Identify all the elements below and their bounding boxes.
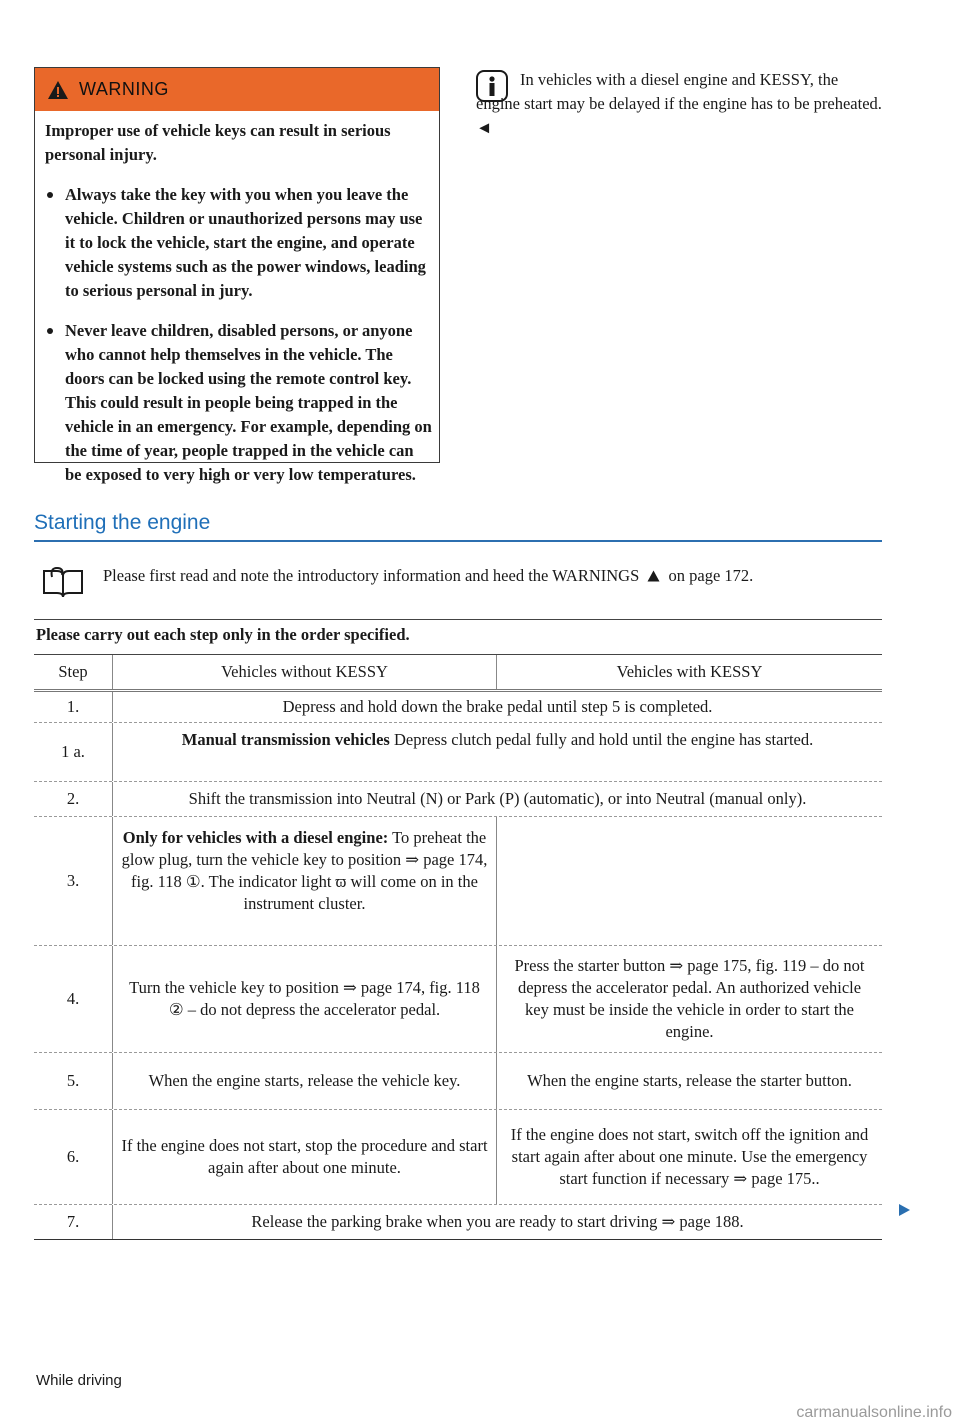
warning-bullet-2: Never leave children, disabled persons, or anyone who cannot help themselves in the vehicle. The doors can be locked using the remote control key. This could result in people being trapped in the vehicle in an emergency. For example, depending on the time of year, people trapped in the vehicle can be exposed to very high or very low temperatures. [45,319,433,487]
step-with-kessy: If the engine does not start, switch off the ignition and start again after about one minute. Use the emergency start function if necessary ⇒ page 175.. [510,1125,869,1188]
footer-section-name: While driving [36,1372,122,1389]
table-row [34,946,882,1053]
step-text [113,723,882,781]
table-row [34,817,882,946]
warning-triangle-icon [647,570,660,582]
continue-arrow-icon [897,1203,911,1217]
divider [34,619,882,620]
step-with-kessy [497,817,882,945]
step-text: Shift the transmission into Neutral (N) or Park (P) (automatic), or into Neutral (manual only). [188,789,807,808]
table-row [34,692,882,723]
step-text-rest: To preheat the glow plug, turn the vehicle key to position ⇒ page 174, fig. 118 ①. The indicator light ⁠ϖ will come on in the instrument cluster. [121,828,488,913]
warning-box [34,67,440,484]
step-without-kessy [113,817,497,945]
warning-title: WARNING [79,79,169,99]
section-divider [34,540,882,542]
note-body: In vehicles with a diesel engine and KESSY, the engine start may be delayed if the engine has to be preheated. [476,70,882,113]
step-number: 6. [34,1110,113,1204]
warning-header [35,68,439,111]
step-without-kessy: If the engine does not start, stop the procedure and start again after about one minute. [113,1110,497,1204]
step-with-kessy: Press the starter button ⇒ page 175, fig. 119 – do not depress the accelerator pedal. An authorized vehicle key must be inside the vehicle in order to start the engine. [514,956,865,1041]
steps-table [34,655,882,1240]
end-marker: ◄ [476,118,493,137]
intro-text [103,565,883,587]
section-title: Starting the engine [34,511,211,534]
intro-text-after: on page 172. [668,566,754,585]
step-number: 2. [34,782,113,816]
step-number: 3. [34,817,113,945]
table-row [34,1053,882,1110]
step-text: Release the parking brake when you are ready to start driving ⇒ page 188. [251,1212,744,1231]
table-row [34,782,882,817]
step-text-rest: Depress clutch pedal fully and hold until the engine has started. [389,730,814,749]
step-number: 4. [34,946,113,1052]
header-without-kessy: Vehicles without KESSY [113,655,497,689]
intro-text-before: Please first read and note the introductory information and heed the WARNINGS [103,566,640,585]
watermark: carmanualsonline.info [796,1404,952,1421]
warning-intro: Improper use of vehicle keys can result in serious personal injury. [45,121,391,164]
warning-bullet-1: Always take the key with you when you leave the vehicle. Children or unauthorized persons may use it to lock the vehicle, start the engine, and operate vehicle systems such as the power windows, leading to serious personal in jury. [45,183,433,303]
step-number: 5. [34,1053,113,1109]
book-icon [38,563,88,601]
table-row [34,1110,882,1205]
table-row [34,1205,882,1240]
step-text-bold: Only for vehicles with a diesel engine: [122,828,389,847]
warning-body [45,119,433,503]
carry-out-instruction: Please carry out each step only in the order specified. [36,625,410,644]
header-with-kessy: Vehicles with KESSY [616,662,763,681]
step-number: 1 a. [34,723,113,781]
table-header-row [34,655,882,692]
table-row [34,723,882,782]
step-without-kessy: When the engine starts, release the vehicle key. [113,1053,497,1109]
step-number: 1. [34,692,113,722]
step-without-kessy: Turn the vehicle key to position ⇒ page 174, fig. 118 ② – do not depress the accelerator pedal. [113,946,497,1052]
note-text [476,68,884,140]
header-step: Step [34,655,113,689]
step-text: Depress and hold down the brake pedal until step 5 is completed. [282,697,713,716]
step-text-bold: Manual transmission vehicles [181,730,390,749]
step-number: 7. [34,1205,113,1239]
step-with-kessy: When the engine starts, release the starter button. [527,1071,852,1090]
warning-triangle-icon [47,80,69,100]
